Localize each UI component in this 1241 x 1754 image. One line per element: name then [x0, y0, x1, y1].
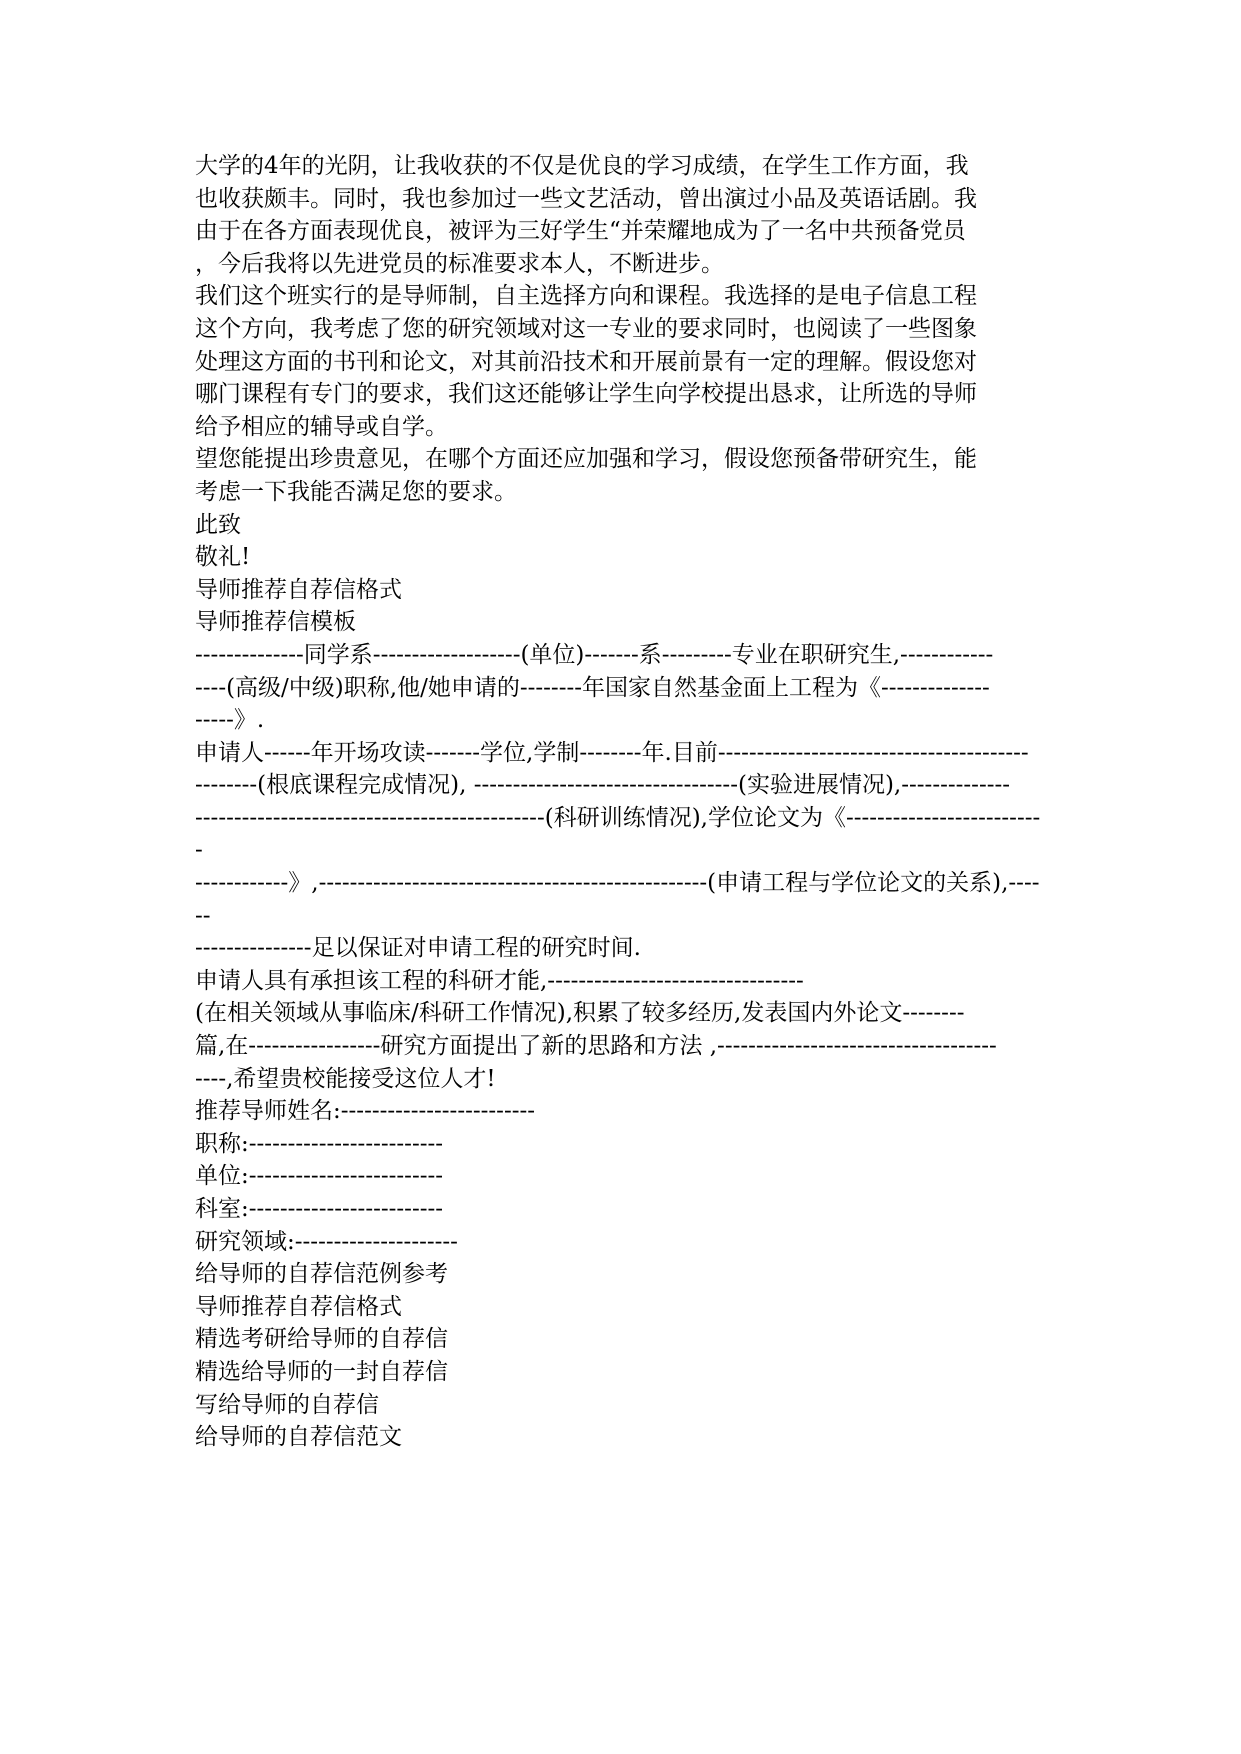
text-line: 也收获颇丰。同时，我也参加过一些文艺活动，曾出演过小品及英语话剧。我 — [195, 185, 977, 212]
text-line: 哪门课程有专门的要求，我们这还能够让学生向学校提出恳求，让所选的导师 — [195, 381, 977, 408]
template-line: ----,希望贵校能接受这位人才! — [195, 1065, 496, 1092]
text-line: 望您能提出珍贵意见，在哪个方面还应加强和学习，假设您预备带研究生，能 — [195, 446, 977, 473]
template-line: 申请人具有承担该工程的科研才能,--------------------------------- — [195, 967, 804, 994]
related-title: 给导师的自荐信范例参考 — [195, 1261, 448, 1288]
related-title: 写给导师的自荐信 — [195, 1391, 379, 1418]
text-line: 我们这个班实行的是导师制，自主选择方向和课程。我选择的是电子信息工程 — [195, 283, 977, 310]
form-field-line: 推荐导师姓名:------------------------- — [195, 1098, 536, 1125]
template-line: -----》. — [195, 707, 265, 734]
text-line: 由于在各方面表现优良，被评为三好学生“并荣耀地成为了一名中共预备党员 — [195, 218, 966, 245]
template-line: ----(高级/中级)职称,他/她申请的--------年国家自然基金面上工程为《-------------- — [195, 674, 990, 701]
form-field-line: 职称:------------------------- — [195, 1130, 444, 1157]
text-line: ，今后我将以先进党员的标准要求本人，不断进步。 — [195, 250, 724, 277]
related-title: 给导师的自荐信范文 — [195, 1424, 402, 1451]
text-line: 考虑一下我能否满足您的要求。 — [195, 478, 517, 505]
text-line: 这个方向，我考虑了您的研究领域对这一专业的要求同时，也阅读了一些图象 — [195, 315, 977, 342]
salutation-line: 敬礼! — [195, 544, 251, 571]
form-field-line: 单位:------------------------- — [195, 1163, 444, 1190]
form-field-line: 研究领域:--------------------- — [195, 1228, 458, 1255]
document-body — [195, 150, 1047, 1454]
template-line: ---------------足以保证对申请工程的研究时间. — [195, 935, 641, 962]
text-line: 给予相应的辅导或自学。 — [195, 413, 448, 440]
related-title: 精选给导师的一封自荐信 — [195, 1358, 448, 1385]
form-field-line: 科室:------------------------- — [195, 1196, 444, 1222]
salutation-line: 此致 — [195, 511, 241, 538]
related-title: 精选考研给导师的自荐信 — [195, 1326, 448, 1353]
related-title: 导师推荐自荐信格式 — [195, 1293, 402, 1320]
template-line: --------(根底课程完成情况), ----------------------------------(实验进展情况),-------------- — [195, 772, 1011, 799]
template-line: 申请人------年开场攻读-------学位,学制--------年.目前---------------------------------------- — [195, 739, 1029, 766]
section-heading: 导师推荐自荐信格式 — [195, 576, 402, 603]
text-line: 处理这方面的书刊和论文，对其前沿技术和开展前景有一定的理解。假设您对 — [195, 348, 977, 375]
text-line: 大学的4年的光阴，让我收获的不仅是优良的学习成绩，在学生工作方面，我 — [195, 153, 969, 179]
section-heading: 导师推荐信模板 — [195, 609, 356, 636]
template-line: ------------》,--------------------------------------------------(申请工程与学位论文的关系),------ — [195, 870, 1040, 929]
template-line: --------------同学系-------------------(单位)-------系---------专业在职研究生,------------ — [195, 641, 994, 668]
template-line: 篇,在-----------------研究方面提出了新的思路和方法 ,------------------------------------ — [195, 1033, 997, 1060]
template-line: ---------------------------------------------(科研训练情况),学位论文为《-------------------------- — [195, 804, 1041, 864]
template-line: (在相关领域从事临床/科研工作情况),积累了较多经历,发表国内外论文-------- — [195, 1000, 965, 1027]
